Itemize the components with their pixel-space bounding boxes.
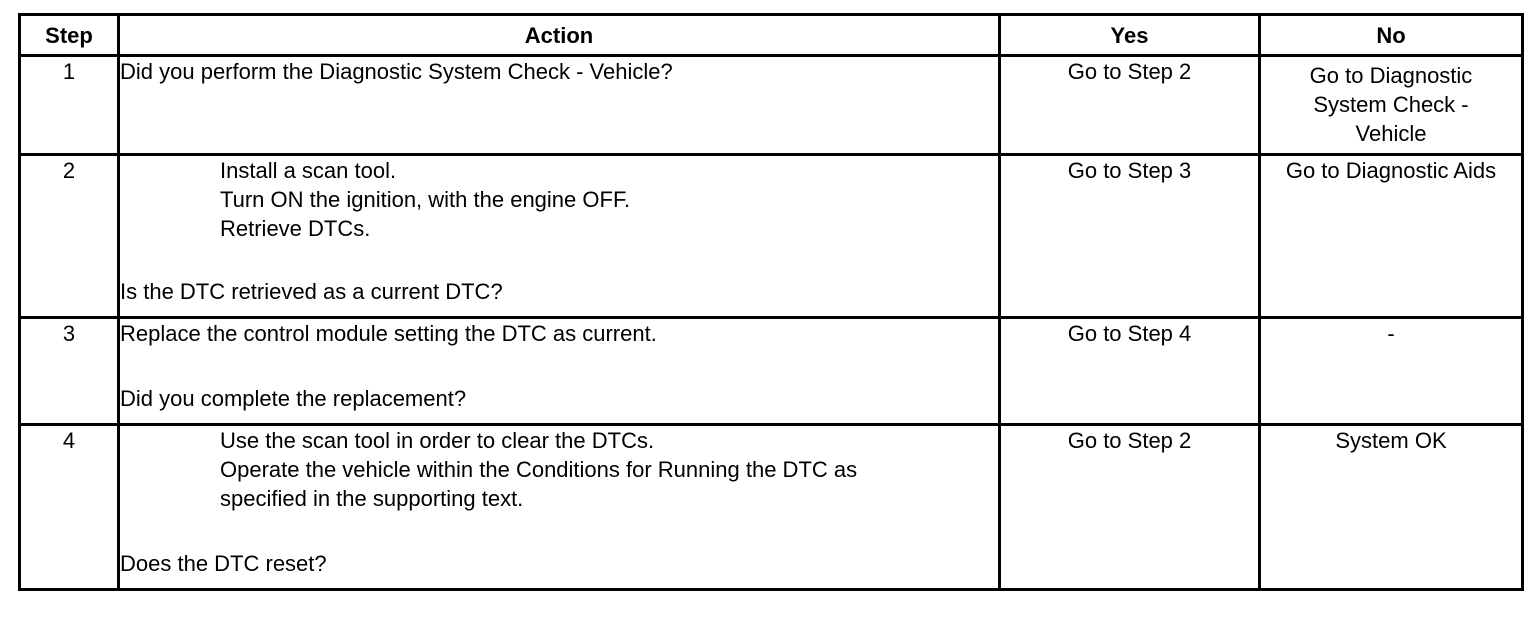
instruction-line: Turn ON the ignition, with the engine OFF. bbox=[220, 187, 631, 212]
table-row bbox=[20, 425, 1523, 590]
header-action: Action bbox=[119, 15, 1000, 56]
action-question: Does the DTC reset? bbox=[120, 551, 327, 576]
action-cell bbox=[119, 155, 1000, 318]
yes-outcome: Go to Step 2 bbox=[1000, 425, 1260, 590]
header-yes: Yes bbox=[1000, 15, 1260, 56]
no-outcome-text: Go to Diagnostic System Check - Vehicle bbox=[1309, 63, 1473, 146]
action-question: Is the DTC retrieved as a current DTC? bbox=[120, 279, 503, 304]
no-outcome bbox=[1260, 56, 1523, 155]
step-number: 1 bbox=[20, 56, 119, 155]
no-outcome: Go to Diagnostic Aids bbox=[1260, 155, 1523, 318]
header-step: Step bbox=[20, 15, 119, 56]
header-row bbox=[20, 15, 1523, 56]
instruction-line: Use the scan tool in order to clear the DTCs. bbox=[220, 428, 655, 453]
yes-outcome: Go to Step 3 bbox=[1000, 155, 1260, 318]
no-outcome: - bbox=[1260, 318, 1523, 425]
table-row bbox=[20, 318, 1523, 425]
diagnostic-table bbox=[18, 13, 1524, 591]
action-instructions bbox=[120, 426, 860, 513]
action-question: Did you complete the replacement? bbox=[120, 386, 467, 411]
action-instructions bbox=[120, 156, 998, 243]
action-cell bbox=[119, 318, 1000, 425]
table-row bbox=[20, 155, 1523, 318]
instruction-line: Operate the vehicle within the Conditions for Running the DTC as specified in the supporting text. bbox=[220, 457, 858, 511]
step-number: 4 bbox=[20, 425, 119, 590]
no-outcome: System OK bbox=[1260, 425, 1523, 590]
yes-outcome: Go to Step 2 bbox=[1000, 56, 1260, 155]
action-cell bbox=[119, 56, 1000, 155]
header-no: No bbox=[1260, 15, 1523, 56]
step-number: 2 bbox=[20, 155, 119, 318]
action-question: Did you perform the Diagnostic System Check - Vehicle? bbox=[120, 59, 673, 84]
action-cell bbox=[119, 425, 1000, 590]
instruction-line: Replace the control module setting the DTC as current. bbox=[120, 321, 657, 346]
table-row bbox=[20, 56, 1523, 155]
yes-outcome: Go to Step 4 bbox=[1000, 318, 1260, 425]
instruction-line: Retrieve DTCs. bbox=[220, 216, 371, 241]
instruction-line: Install a scan tool. bbox=[220, 158, 397, 183]
step-number: 3 bbox=[20, 318, 119, 425]
